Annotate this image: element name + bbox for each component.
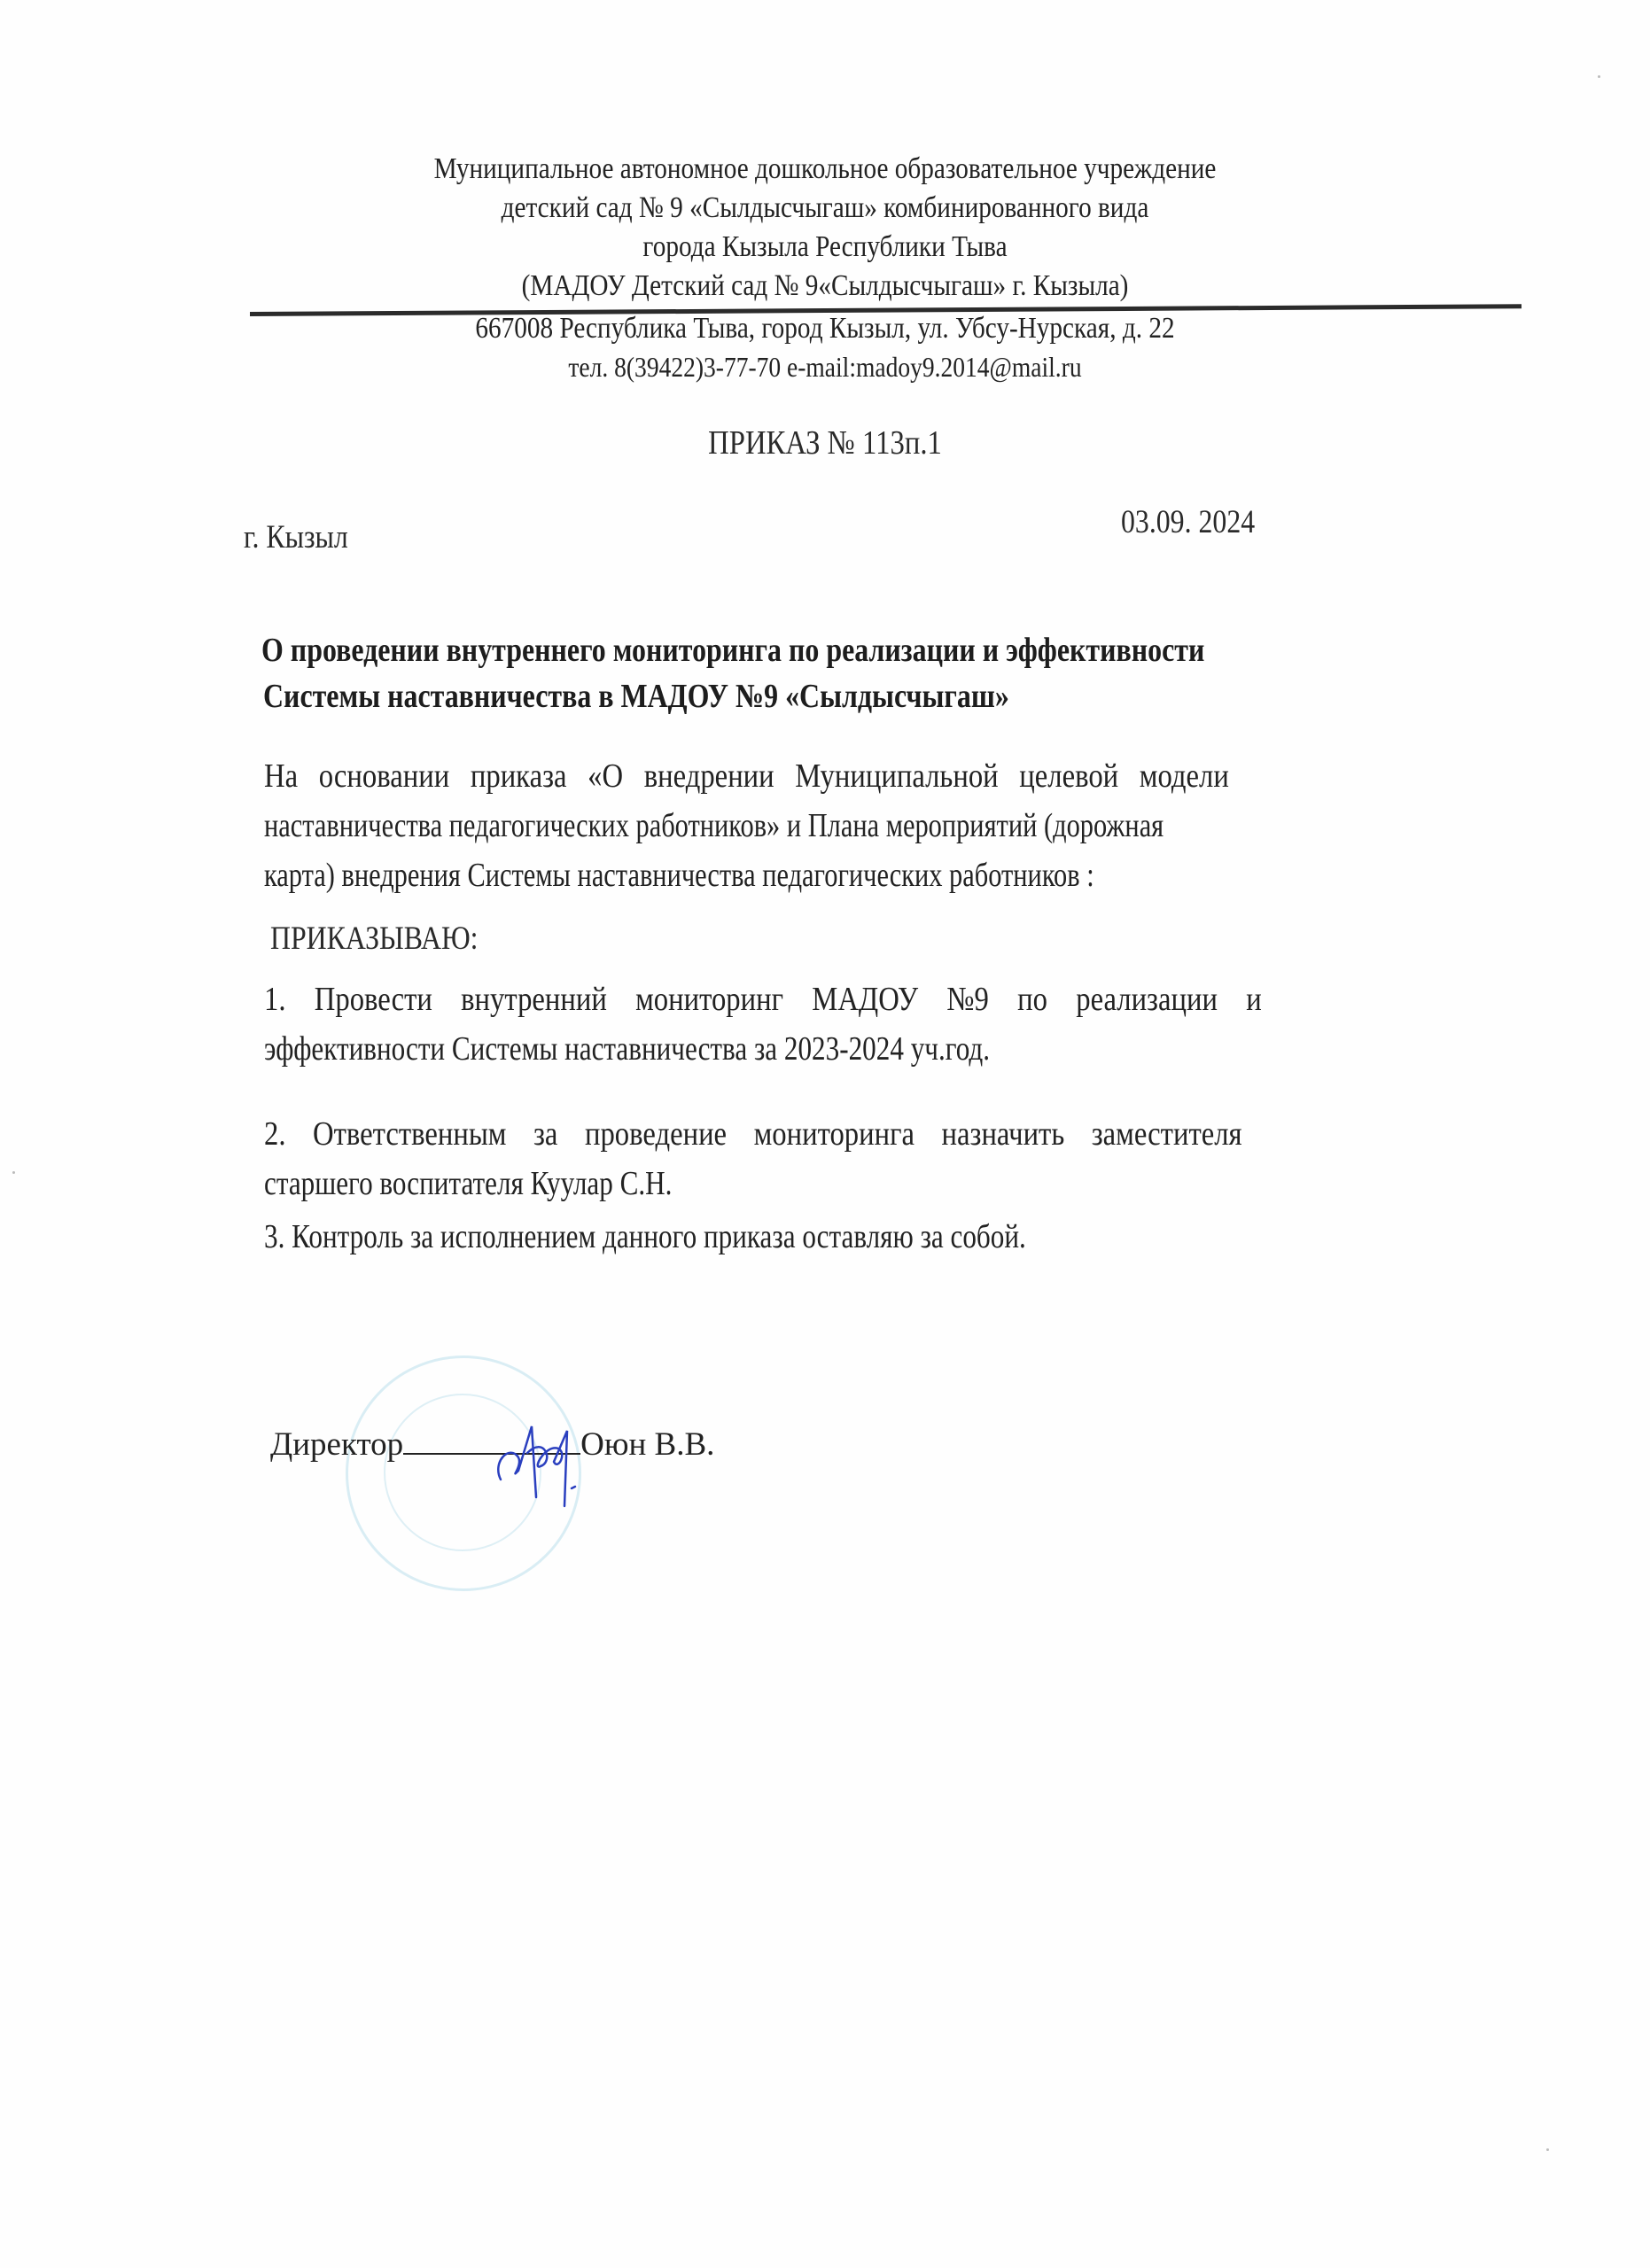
order-item-2 [264, 1109, 1522, 1208]
org-name-line-4: (МАДОУ Детский сад № 9«Сылдысчыгаш» г. Кызыла) [521, 269, 1129, 302]
scan-speck [1546, 2148, 1549, 2151]
order-item-3 [264, 1212, 1522, 1262]
order-item-line: 2. Ответственным за проведение мониторинга назначить заместителя [264, 1115, 1242, 1153]
order-directive: ПРИКАЗЫВАЮ: [270, 920, 479, 957]
order-item-line: 3. Контроль за исполнением данного приказа оставляю за собой. [264, 1218, 1026, 1255]
order-item-line: старшего воспитателя Куулар С.Н. [264, 1165, 673, 1202]
scan-speck [1598, 75, 1600, 78]
preamble-line: наставничества педагогических работников» и Плана мероприятий (дорожная [264, 807, 1164, 844]
order-item-line: эффективности Системы наставничества за 2023-2024 уч.год. [264, 1030, 991, 1068]
org-name-line-1: Муниципальное автономное дошкольное образовательное учреждение [433, 152, 1217, 185]
order-title: ПРИКАЗ № 113п.1 [708, 424, 942, 462]
order-subject-line-2: Системы наставничества в МАДОУ №9 «Сылдысчыгаш» [263, 678, 1009, 715]
org-name-line-2: детский сад № 9 «Сылдысчыгаш» комбинированного вида [501, 191, 1149, 224]
order-subject-line-1: О проведении внутреннего мониторинга по реализации и эффективности [261, 632, 1205, 669]
order-item-1 [264, 975, 1522, 1074]
preamble-line: На основании приказа «О внедрении Муниципальной целевой модели [264, 757, 1229, 795]
org-address: 667008 Республика Тыва, город Кызыл, ул. Убсу-Нурская, д. 22 [475, 312, 1175, 345]
scan-speck [12, 1171, 15, 1174]
preamble-line: карта) внедрения Системы наставничества педагогических работников : [264, 857, 1094, 894]
org-contacts: тел. 8(39422)3-77-70 e-mail:madoy9.2014@mail.ru [568, 351, 1082, 383]
org-name-line-3: города Кызыла Республики Тыва [642, 230, 1008, 263]
order-city: г. Кызыл [244, 519, 348, 555]
order-date: 03.09. 2024 [1121, 504, 1256, 540]
signature-position: Директор [270, 1426, 404, 1463]
signature-name: Оюн В.В. [580, 1426, 715, 1463]
order-preamble [264, 751, 1522, 900]
order-item-line: 1. Провести внутренний мониторинг МАДОУ №9 по реализации и [264, 981, 1262, 1018]
handwritten-signature [483, 1418, 607, 1515]
